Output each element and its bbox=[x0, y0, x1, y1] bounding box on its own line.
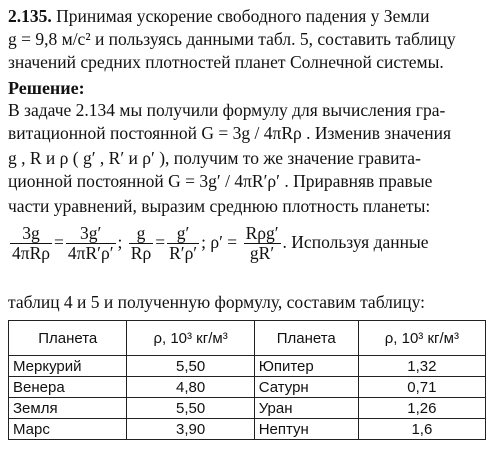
table-row bbox=[9, 419, 486, 440]
table-row bbox=[9, 377, 486, 398]
planet-name: Сатурн bbox=[254, 377, 358, 398]
fraction-3-denominator: Rρ bbox=[130, 243, 152, 264]
planet-name: Юпитер bbox=[254, 356, 358, 377]
header-planet-2: Планета bbox=[254, 321, 358, 356]
density-value: 3,90 bbox=[127, 419, 254, 440]
density-value: 1,32 bbox=[358, 356, 485, 377]
fraction-3-numerator: g bbox=[129, 224, 153, 244]
fraction-1-denominator: 4πRρ bbox=[12, 243, 50, 264]
fraction-2-denominator: 4πR′ρ′ bbox=[67, 243, 114, 264]
fraction-4 bbox=[167, 224, 199, 263]
header-rho-1: ρ, 10³ кг/м³ bbox=[127, 321, 254, 356]
problem-text-1: Принимая ускорение свободного падения у Земли bbox=[56, 6, 430, 26]
solution-line-2: витационной постоянной G = 3g / 4πRρ . Изменив значения bbox=[8, 123, 452, 143]
fraction-2 bbox=[66, 224, 116, 263]
problem-statement-line-3: значений средних плотностей планет Солнечной системы. bbox=[8, 52, 444, 72]
planet-name: Нептун bbox=[254, 419, 358, 440]
fraction-5-denominator: gR′ bbox=[249, 243, 275, 264]
density-value: 1,6 bbox=[358, 419, 485, 440]
density-value: 4,80 bbox=[127, 377, 254, 398]
fraction-4-denominator: R′ρ′ bbox=[169, 243, 198, 264]
fraction-2-numerator: 3g′ bbox=[66, 224, 116, 244]
table-row bbox=[9, 398, 486, 419]
density-value: 5,50 bbox=[127, 398, 254, 419]
density-value: 0,71 bbox=[358, 377, 485, 398]
solution-line-4: ционной постоянной G = 3g′ / 4πR′ρ′ . Приравняв правые bbox=[8, 171, 433, 191]
solution-heading: Решение: bbox=[8, 78, 85, 98]
table-row bbox=[9, 356, 486, 377]
fraction-4-numerator: g′ bbox=[167, 224, 199, 244]
planet-name: Земля bbox=[9, 398, 127, 419]
fraction-5-numerator: Rρg′ bbox=[245, 223, 279, 244]
planet-name: Меркурий bbox=[9, 356, 127, 377]
planet-name: Венера bbox=[9, 377, 127, 398]
planet-name: Марс bbox=[9, 419, 127, 440]
density-value: 1,26 bbox=[358, 398, 485, 419]
fraction-1-numerator: 3g bbox=[10, 224, 52, 244]
planet-name: Уран bbox=[254, 398, 358, 419]
problem-statement-line-1 bbox=[8, 6, 430, 26]
equation-line: $\frac{3g}{\text{4πRρ}}$ = $\frac{3g'}{4\pi R'\rho'}$ ; $\frac{g}{R\rho}$ = $\frac{g'}{R'\rho'}$ ; ρ′ = $\frac{\text{Rρg′}}{gR'}$ . Используя данные bbox=[12, 223, 429, 264]
table-header-row bbox=[9, 321, 486, 356]
fraction-5 bbox=[244, 224, 281, 263]
header-planet-1: Планета bbox=[9, 321, 127, 356]
header-rho-2: ρ, 10³ кг/м³ bbox=[358, 321, 485, 356]
problem-statement-line-2: g = 9,8 м/c² и пользуясь данными табл. 5, составить таблицу bbox=[8, 29, 456, 49]
solution-line-1: В задаче 2.134 мы получили формулу для вычисления гра- bbox=[8, 100, 446, 120]
solution-line-3: g , R и ρ ( g′ , R′ и ρ′ ), получим то же значение гравита- bbox=[8, 148, 421, 168]
density-value: 5,50 bbox=[127, 356, 254, 377]
equation-tail: . Используя данные bbox=[282, 232, 429, 252]
density-table bbox=[8, 320, 486, 440]
fraction-3 bbox=[129, 224, 153, 263]
solution-line-6: таблиц 4 и 5 и полученную формулу, составим таблицу: bbox=[8, 292, 426, 312]
problem-number: 2.135. bbox=[8, 6, 52, 26]
solution-line-5: части уравнений, выразим среднюю плотность планеты: bbox=[8, 196, 431, 216]
rho-prime-label: ρ′ = bbox=[210, 232, 238, 252]
fraction-1 bbox=[10, 224, 52, 263]
